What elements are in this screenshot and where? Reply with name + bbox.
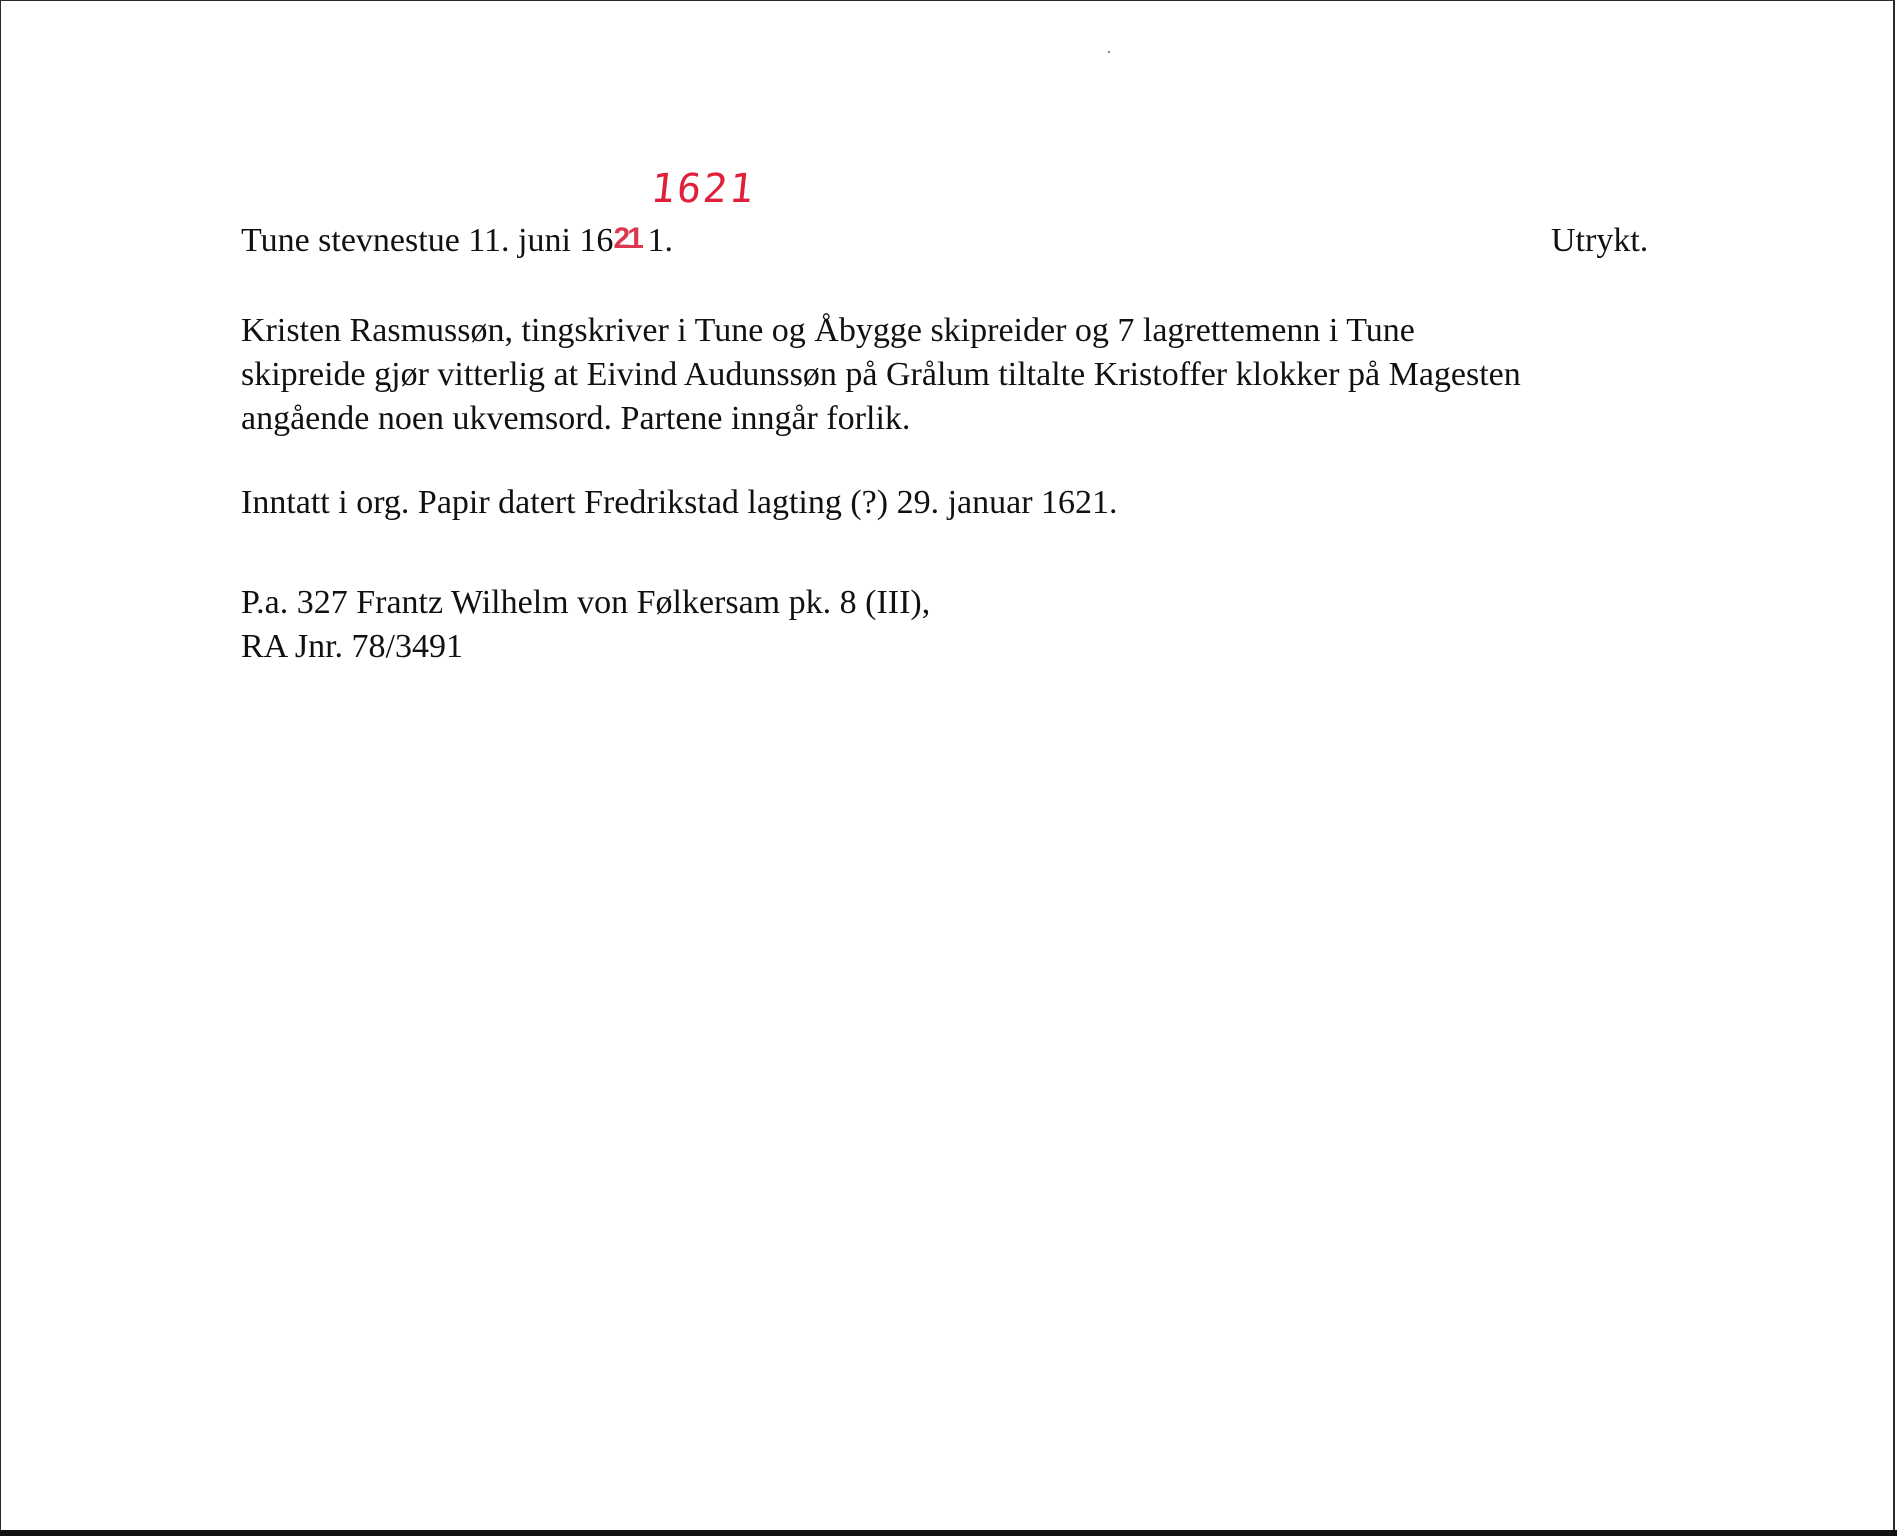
year-suffix: 1. <box>647 222 673 259</box>
scan-speck <box>1108 51 1110 53</box>
scan-border <box>0 1530 1897 1536</box>
print-status: Utrykt. <box>1551 222 1649 259</box>
reference-line: RA Jnr. 78/3491 <box>241 628 463 665</box>
summary-paragraph <box>241 309 1521 441</box>
summary-line: skipreide gjør vitterlig at Eivind Audunssøn på Grålum tiltalte Kristoffer klokker på Magesten <box>241 356 1521 393</box>
header-place-date <box>241 219 673 263</box>
year-overwrite-mark: 21 <box>613 222 641 255</box>
summary-line: Kristen Rasmussøn, tingskriver i Tune og Åbygge skipreider og 7 lagrettemenn i Tune <box>241 312 1415 349</box>
place-date-prefix: Tune stevnestue 11. juni 16 <box>241 222 614 259</box>
year-overwrite-wrap <box>613 219 647 263</box>
archive-reference <box>241 581 930 669</box>
summary-line: angående noen ukvemsord. Partene inngår forlik. <box>241 400 911 437</box>
reference-line: P.a. 327 Frantz Wilhelm von Følkersam pk. 8 (III), <box>241 584 931 621</box>
handwritten-year-correction: 1621 <box>648 166 758 212</box>
source-note: Inntatt i org. Papir datert Fredrikstad lagting (?) 29. januar 1621. <box>241 484 1118 521</box>
